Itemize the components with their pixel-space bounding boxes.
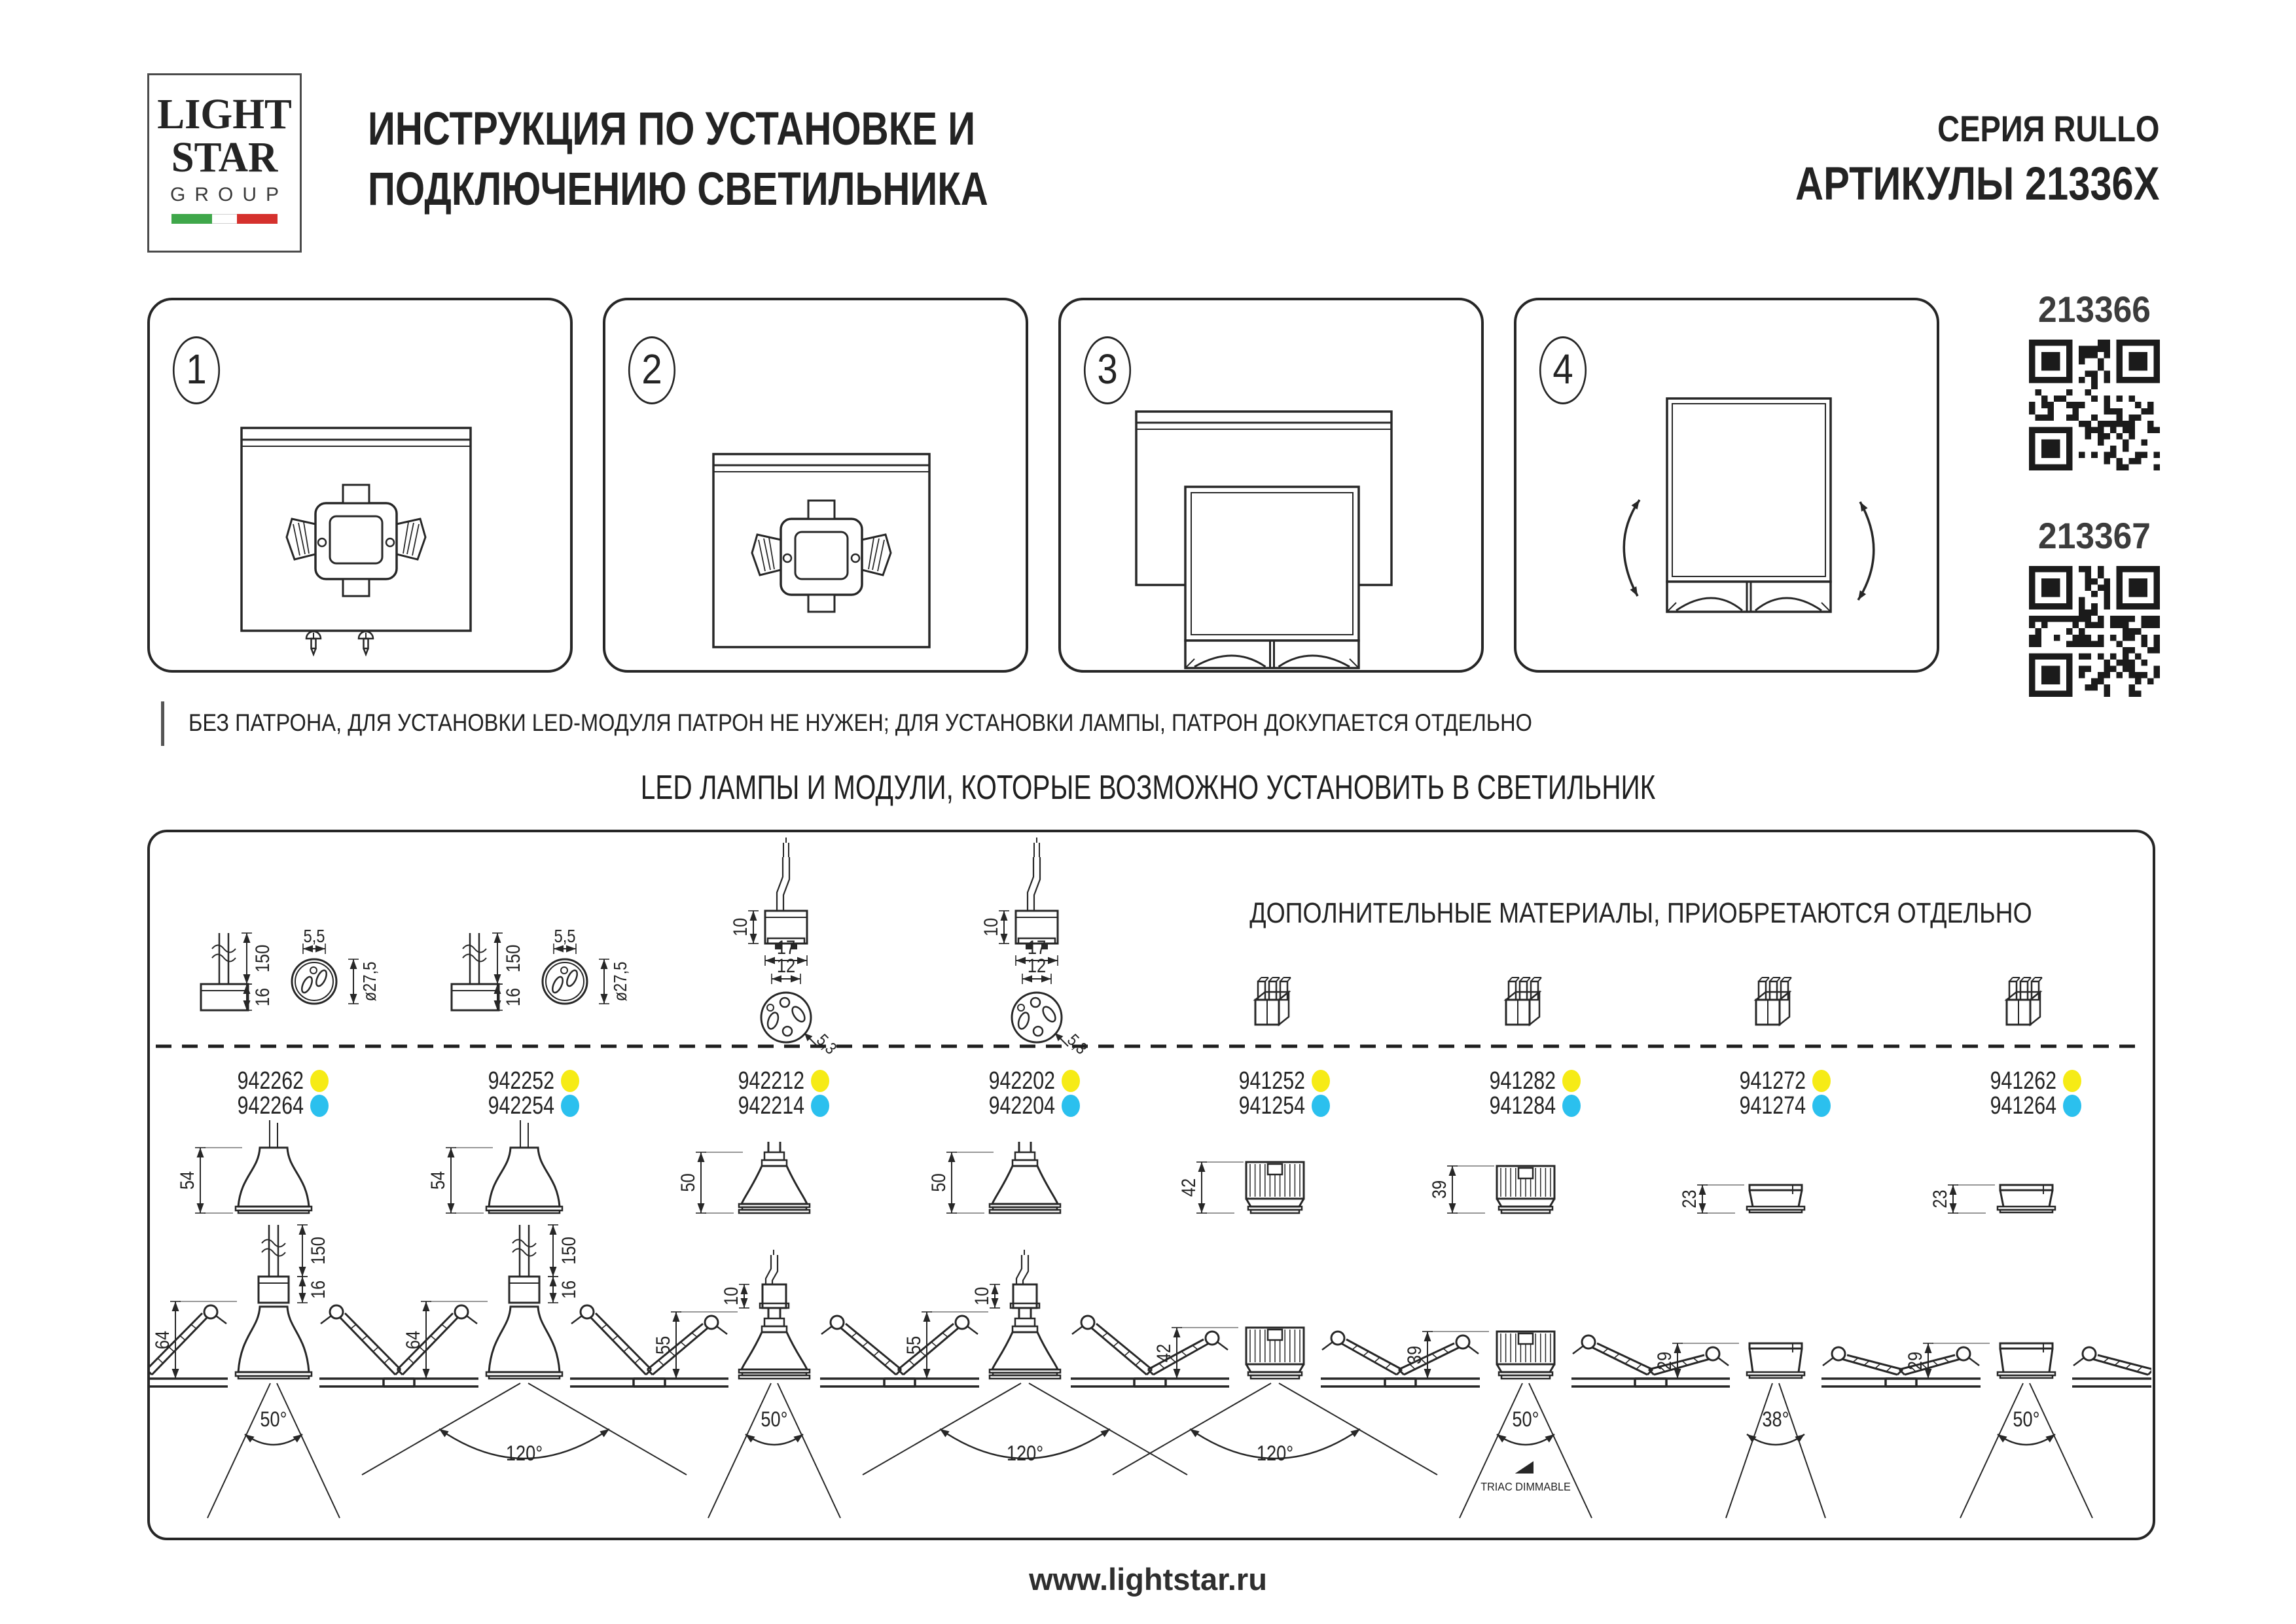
dim-label: 10: [720, 1286, 742, 1306]
footer-url: www.lightstar.ru: [1029, 1562, 1267, 1597]
lamp-article-number: 942214: [738, 1091, 804, 1120]
lamp-article-number: 941264: [1990, 1091, 2056, 1120]
logo-word-group: GROUP: [170, 184, 288, 205]
dim-label: 150: [307, 1237, 329, 1265]
color-dot-blue: [561, 1095, 579, 1117]
lamp-article-number: 942204: [988, 1091, 1055, 1120]
lamp-column-1: [149, 925, 414, 1518]
lamp-column-5: [1113, 978, 1437, 1475]
lamp-height: 50: [927, 1173, 950, 1192]
fixture-height: 64: [151, 1330, 173, 1350]
dim-label: ø27,5: [609, 961, 631, 1002]
italy-flag-icon: [171, 214, 278, 224]
logo-word-light: LIGHT: [157, 90, 292, 138]
beam-angle: 50°: [761, 1407, 788, 1432]
lamp-article-number: 942254: [488, 1091, 554, 1120]
fixture-height: 39: [1403, 1345, 1426, 1365]
step-figure: [242, 428, 471, 654]
additional-materials-title: ДОПОЛНИТЕЛЬНЫЕ МАТЕРИАЛЫ, ПРИОБРЕТАЮТСЯ ОТДЕЛЬНО: [1249, 896, 2032, 929]
triac-dimmable-label: TRIAC DIMMABLE: [1480, 1480, 1571, 1494]
step-box-4: [1514, 298, 1939, 673]
lamp-column-8: [1886, 978, 2151, 1518]
lamp-article-number: 942202: [988, 1067, 1055, 1095]
dim-label: 5,5: [303, 925, 325, 947]
qr-code-label: 213366: [2038, 289, 2151, 330]
lamp-columns-drawing: [149, 831, 2151, 1536]
note-text: БЕЗ ПАТРОНА, ДЛЯ УСТАНОВКИ LED-МОДУЛЯ ПАТРОН НЕ НУЖЕН; ДЛЯ УСТАНОВКИ ЛАМПЫ, ПАТРОН ДОКУПАЕТСЯ ОТДЕЛЬНО: [188, 709, 1533, 736]
lamp-column-2: [362, 925, 687, 1475]
flag-green-stripe: [171, 214, 212, 224]
fixture-height: 64: [402, 1330, 424, 1350]
lamp-height: 23: [1678, 1190, 1700, 1209]
section-title: LED ЛАМПЫ И МОДУЛИ, КОТОРЫЕ ВОЗМОЖНО УСТАНОВИТЬ В СВЕТИЛЬНИК: [640, 769, 1656, 807]
lamp-height: 39: [1428, 1180, 1450, 1199]
dim-label: 12: [776, 955, 796, 977]
step-box-1: [147, 298, 573, 673]
lamp-article-number: 942262: [237, 1067, 304, 1095]
step-box-2: [603, 298, 1028, 673]
lamp-column-7: [1635, 978, 1916, 1518]
color-dot-yellow: [1062, 1070, 1080, 1092]
lamp-column-6: [1385, 978, 1666, 1518]
lamp-height: 54: [427, 1171, 449, 1190]
lamp-height: 23: [1929, 1190, 1951, 1209]
step-figure: [713, 454, 929, 647]
color-dot-blue: [1062, 1095, 1080, 1117]
step-box-3: [1058, 298, 1484, 673]
lamp-article-number: 942264: [237, 1091, 304, 1120]
dim-label: 150: [558, 1237, 580, 1265]
color-dot-yellow: [1562, 1070, 1581, 1092]
fixture-height: 55: [652, 1335, 674, 1355]
color-dot-blue: [1562, 1095, 1581, 1117]
color-dot-blue: [1312, 1095, 1330, 1117]
series-title: СЕРИЯ RULLO: [1937, 108, 2160, 149]
lamp-article-number: 941262: [1990, 1067, 2056, 1095]
color-dot-blue: [310, 1095, 329, 1117]
beam-angle: 50°: [260, 1407, 287, 1432]
page-title-line-2: ПОДКЛЮЧЕНИЮ СВЕТИЛЬНИКА: [368, 164, 988, 216]
series-block: [1726, 107, 2160, 211]
color-dot-blue: [1812, 1095, 1831, 1117]
articles-title: АРТИКУЛЫ 21336X: [1795, 158, 2160, 210]
step-1-number: 1: [173, 336, 220, 404]
dim-label: 16: [307, 1280, 329, 1299]
flag-white-stripe: [212, 214, 238, 224]
lamp-article-number: 941252: [1238, 1067, 1305, 1095]
lamp-height: 54: [176, 1171, 198, 1190]
dim-label: 12: [1027, 955, 1047, 977]
lamp-article-number: 941284: [1489, 1091, 1556, 1120]
color-dot-yellow: [811, 1070, 829, 1092]
lamp-column-3: [634, 838, 915, 1518]
qr-code-image: [2029, 566, 2160, 697]
beam-angle: 50°: [2013, 1407, 2040, 1432]
dim-label: 10: [729, 917, 751, 937]
step-4-number: 4: [1539, 336, 1587, 404]
color-dot-yellow: [1812, 1070, 1831, 1092]
dim-label: 17: [776, 936, 796, 959]
dim-label: 10: [971, 1286, 993, 1306]
lamp-article-number: 941254: [1238, 1091, 1305, 1120]
fixture-height: 55: [903, 1335, 925, 1355]
beam-angle: 50°: [1512, 1407, 1539, 1432]
beam-angle: 120°: [505, 1441, 543, 1466]
dim-label: ø27,5: [359, 961, 380, 1002]
color-dot-yellow: [1312, 1070, 1330, 1092]
color-dot-blue: [2063, 1095, 2081, 1117]
dim-label: 150: [502, 944, 524, 973]
lamp-article-number: 941282: [1489, 1067, 1556, 1095]
fixture-height: 42: [1153, 1343, 1175, 1363]
color-dot-yellow: [2063, 1070, 2081, 1092]
color-dot-yellow: [561, 1070, 579, 1092]
qr-block-213367: [2026, 514, 2162, 700]
dim-label: 16: [251, 987, 274, 1007]
beam-angle: 120°: [1256, 1441, 1294, 1466]
dim-label: 150: [251, 944, 274, 973]
step-2-number: 2: [628, 336, 675, 404]
beam-angle: 38°: [1762, 1407, 1789, 1432]
dim-label: 16: [502, 987, 524, 1007]
dim-label: 5,3: [812, 1031, 840, 1059]
lamp-compatibility-panel: [147, 830, 2155, 1540]
dim-label: 16: [558, 1280, 580, 1299]
logo-word-star: STAR: [171, 133, 278, 181]
page-title: [368, 99, 988, 221]
dim-label: 5,5: [554, 925, 576, 947]
step-3-number: 3: [1084, 336, 1131, 404]
lamp-height: 42: [1177, 1178, 1200, 1197]
step-figure: [1136, 412, 1391, 668]
lightstar-logo: [147, 73, 302, 253]
lamp-article-number: 942252: [488, 1067, 554, 1095]
dim-label: 17: [1027, 936, 1047, 959]
qr-code-image: [2029, 340, 2160, 470]
page-title-line-1: ИНСТРУКЦИЯ ПО УСТАНОВКЕ И: [368, 103, 976, 155]
dim-label: 10: [980, 917, 1002, 937]
dim-label: 5,3: [1063, 1031, 1091, 1059]
fixture-height: 29: [1653, 1351, 1676, 1371]
qr-block-213366: [2026, 288, 2162, 474]
color-dot-blue: [811, 1095, 829, 1117]
lamp-article-number: 941272: [1739, 1067, 1806, 1095]
note-accent-bar: [161, 701, 164, 746]
color-dot-yellow: [310, 1070, 329, 1092]
beam-angle: 120°: [1006, 1441, 1044, 1466]
fixture-height: 29: [1904, 1351, 1926, 1371]
flag-red-stripe: [237, 214, 278, 224]
step-figure: [1624, 398, 1874, 612]
lamp-height: 50: [677, 1173, 699, 1192]
qr-code-label: 213367: [2038, 515, 2151, 556]
lamp-article-number: 942212: [738, 1067, 804, 1095]
lamp-article-number: 941274: [1739, 1091, 1806, 1120]
